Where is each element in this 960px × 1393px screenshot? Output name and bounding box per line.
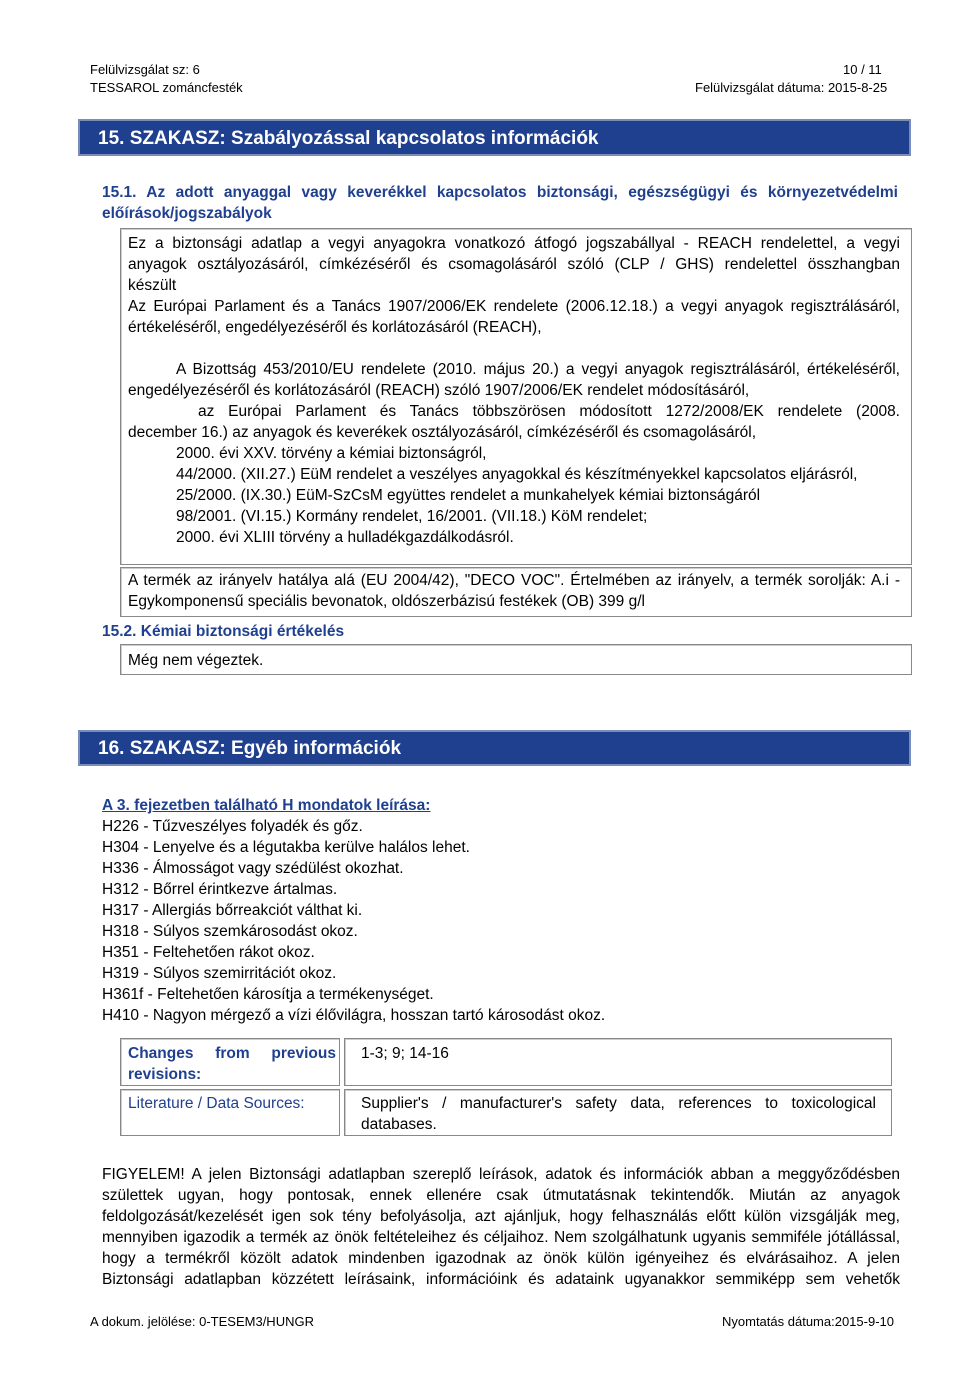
reg-line: 25/2000. (IX.30.) EüM-SzCsM együttes rendelet a munkahelyek kémiai biztonságáról: [176, 487, 761, 504]
revision-number: Felülvizsgálat sz: 6: [90, 62, 200, 77]
h-statement: H304 - Lenyelve és a légutakba kerülve halálos lehet.: [102, 839, 470, 856]
h-statement: H351 - Feltehetően rákot okoz.: [102, 944, 315, 961]
reg-line: az Európai Parlament és Tanács többszörösen módosított 1272/2008/EK rendelete (2008.: [198, 403, 900, 420]
disclaimer: [102, 1164, 900, 1290]
literature-value: Supplier's / manufacturer's safety data, references to toxicological databases.: [361, 1095, 876, 1133]
print-date: Nyomtatás dátuma:2015-9-10: [722, 1314, 894, 1329]
reg-line: 2000. évi XLIII törvény a hulladékgazdálkodásról.: [176, 529, 514, 546]
reg-line: engedélyezéséről és korlátozásáról (REACH) szóló 1907/2006/EK rendelet módosításáról,: [128, 382, 750, 399]
assessment-text: Még nem végeztek.: [128, 652, 264, 669]
reg-line: Az Európai Parlament és a Tanács 1907/2006/EK rendelete (2006.12.18.) a vegyi anyagok regisztrálásáról,: [128, 298, 900, 315]
reg-line: 44/2000. (XII.27.) EüM rendelet a veszélyes anyagokkal és készítményekkel kapcsolatos eljárásról,: [176, 466, 858, 483]
h-statement: H318 - Súlyos szemkárosodást okoz.: [102, 923, 358, 940]
section-16-title: 16. SZAKASZ: Egyéb információk: [98, 738, 402, 759]
section-15-title: 15. SZAKASZ: Szabályozással kapcsolatos információk: [98, 128, 599, 149]
subsection-number: 15.1.: [102, 184, 137, 201]
reg-line: anyagok osztályozásáról, címkézéséről és csomagolásáról szóló (CLP / GHS) rendelettel összhangban: [128, 256, 900, 273]
reg-line: A Bizottság 453/2010/EU rendelete (2010. május 20.) a vegyi anyagok regisztrálásáról, értékeléséről,: [176, 361, 900, 378]
disclaimer-line: feldolgozását/kezelését igen sok tény befolyásolja, azt ajánljuk, hogy felhasználás előtt külön vizsgálják meg,: [102, 1208, 900, 1225]
reg-line: 2000. évi XXV. törvény a kémiai biztonságról,: [176, 445, 487, 462]
regulations-text: [128, 233, 900, 548]
section-15-header: [78, 119, 911, 156]
h-statement: H319 - Súlyos szemirritációt okoz.: [102, 965, 337, 982]
disclaimer-line: mennyiben igazodik a termék az önök feltételeihez és céljaihoz. Nem szolgálhatunk ugyanis semmiféle jótállással,: [102, 1229, 900, 1246]
reg-line: készült: [128, 277, 177, 294]
reg-line: december 16.) az anyagok és keverékek osztályozásáról, címkézéséről és csomagolásáról,: [128, 424, 757, 441]
subsection-15-2-heading: 15.2. Kémiai biztonsági értékelés: [102, 623, 345, 640]
document-id: A dokum. jelölése: 0-TESEM3/HUNGR: [90, 1314, 314, 1329]
h-statement: H336 - Álmosságot vagy szédülést okozhat.: [102, 860, 404, 877]
literature-label: Literature / Data Sources:: [128, 1095, 305, 1112]
reg-line: 98/2001. (VI.15.) Kormány rendelet, 16/2001. (VII.18.) KöM rendelet;: [176, 508, 648, 525]
reg-line: értékeléséről, engedélyezéséről és korlátozásáról (REACH),: [128, 319, 542, 336]
disclaimer-line: hogy a termékről közölt adatok mindenben igazodnak az önök külön igényeihez és elvárásaihoz. A jelen: [102, 1250, 900, 1267]
changes-label: Changes from previous revisions:: [128, 1045, 336, 1083]
disclaimer-line: Biztonsági adatlapban közzétett leírásaink, információink és adataink ugyanakkor semmiképp sem vehetők: [102, 1271, 900, 1288]
voc-text: A termék az irányelv hatálya alá (EU 2004/42), "DECO VOC". Értelmében az irányelv, a termék sorolják: A.i - Egykomponensű speciális bevonatok, oldószerbázisú festékek (OB) 399 g/l: [128, 572, 900, 610]
changes-value: 1-3; 9; 14-16: [361, 1045, 449, 1062]
reg-line: Ez a biztonsági adatlap a vegyi anyagokra vonatkozó átfogó jogszabállyal - REACH rendelettel, a vegyi: [128, 235, 900, 252]
h-statements: [102, 795, 605, 1026]
disclaimer-line: születtek ugyan, hogy pontosak, ennek ellenére csak útmutatásnak tekintendők. Miután az anyagok: [102, 1187, 900, 1204]
h-statement: H226 - Tűzveszélyes folyadék és gőz.: [102, 818, 363, 835]
disclaimer-line: FIGYELEM! A jelen Biztonsági adatlapban szereplő leírások, adatok és információk abban a meggyőződésben: [102, 1166, 900, 1183]
h-statement: H312 - Bőrrel érintkezve ártalmas.: [102, 881, 338, 898]
subsection-15-1-heading: 15.1. Az adott anyaggal vagy keverékkel kapcsolatos biztonsági, egészségügyi és környezetvédelmi előírások/jogszabályok: [102, 184, 898, 222]
revision-date: Felülvizsgálat dátuma: 2015-8-25: [695, 80, 888, 95]
product-name: TESSAROL zománcfesték: [90, 80, 243, 95]
h-statement: H361f - Feltehetően károsítja a termékenységet.: [102, 986, 434, 1003]
h-statements-title: A 3. fejezetben található H mondatok leírása:: [102, 797, 431, 814]
page-number: 10 / 11: [843, 62, 882, 77]
h-statement: H317 - Allergiás bőrreakciót válthat ki.: [102, 902, 363, 919]
h-statement: H410 - Nagyon mérgező a vízi élővilágra, hosszan tartó károsodást okoz.: [102, 1007, 606, 1024]
section-16-header: [78, 730, 911, 766]
